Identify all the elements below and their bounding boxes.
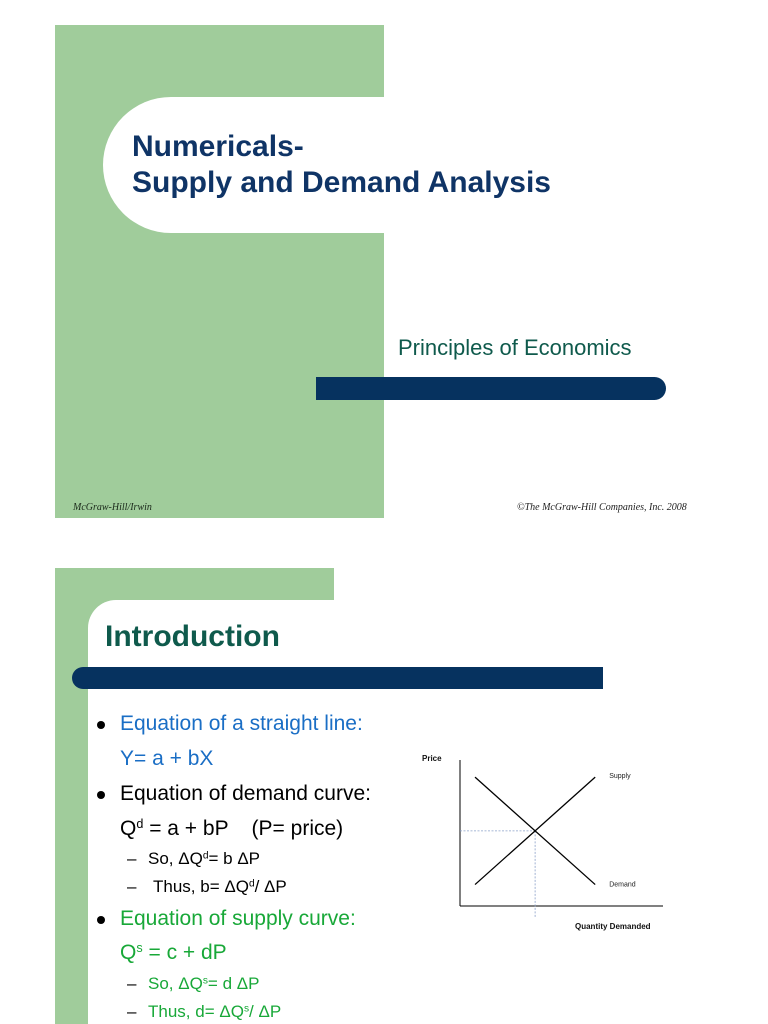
demand-label: Demand — [609, 881, 636, 889]
bullet-supply-curve — [120, 907, 356, 931]
y-axis-label: Price — [422, 754, 442, 763]
demand-sub-1 — [127, 849, 261, 869]
slide-subtitle: Principles of Economics — [398, 335, 632, 360]
eq-sup: d — [136, 817, 144, 832]
demand-sub-2 — [127, 877, 287, 897]
title-line-1: Numericals- — [132, 130, 304, 163]
eq-sup: s — [136, 941, 143, 956]
dash: – — [127, 849, 137, 868]
introduction-slide — [0, 540, 768, 1024]
equation-straight-line: Y= a + bX — [120, 747, 214, 770]
dash: – — [127, 1002, 137, 1021]
bullet-dot — [97, 916, 105, 924]
sub-sup: d — [202, 850, 209, 862]
sub-text: So, ΔQ — [148, 974, 203, 993]
accent-bar — [316, 377, 666, 400]
sub-text: Thus, b= ΔQ — [153, 877, 249, 896]
equation-supply — [120, 941, 227, 965]
bullet-text: Equation of supply curve: — [120, 907, 356, 930]
supply-label: Supply — [609, 773, 631, 781]
bullet-dot — [97, 791, 105, 799]
footer-publisher: McGraw-Hill/Irwin — [73, 502, 152, 513]
equation-demand — [120, 817, 343, 841]
bullet-text: Equation of demand curve: — [120, 782, 371, 805]
sub-text: Thus, d= ΔQ — [148, 1002, 244, 1021]
supply-sub-1 — [127, 974, 260, 994]
sub-text: = b ΔP — [208, 849, 261, 868]
sub-text: = d ΔP — [207, 974, 260, 993]
bullet-text: Equation of a straight line: — [120, 712, 363, 735]
bullet-straight-line — [120, 712, 363, 736]
slide-title — [132, 129, 551, 201]
dash: – — [127, 974, 137, 993]
supply-sub-2 — [127, 1002, 282, 1022]
sub-text: / ΔP — [249, 1002, 282, 1021]
accent-bar — [72, 667, 603, 689]
sub-text: So, ΔQ — [148, 849, 203, 868]
slide-title: Introduction — [105, 620, 280, 653]
eq-rest: = c + dP — [142, 941, 227, 964]
sub-sup: s — [202, 975, 208, 987]
bullet-dot — [97, 721, 105, 729]
dash: – — [127, 877, 137, 896]
sub-sup: d — [248, 878, 255, 890]
sub-sup: s — [243, 1003, 250, 1015]
eq-rest: = a + bP (P= price) — [143, 817, 344, 840]
eq-q: Q — [120, 941, 137, 964]
eq-q: Q — [120, 817, 137, 840]
supply-demand-chart — [418, 748, 668, 938]
sub-text: / ΔP — [254, 877, 287, 896]
title-line-2: Supply and Demand Analysis — [132, 166, 551, 199]
footer-copyright: ©The McGraw-Hill Companies, Inc. 2008 — [517, 502, 687, 513]
x-axis-label: Quantity Demanded — [575, 922, 651, 931]
bullet-demand-curve — [120, 782, 371, 806]
